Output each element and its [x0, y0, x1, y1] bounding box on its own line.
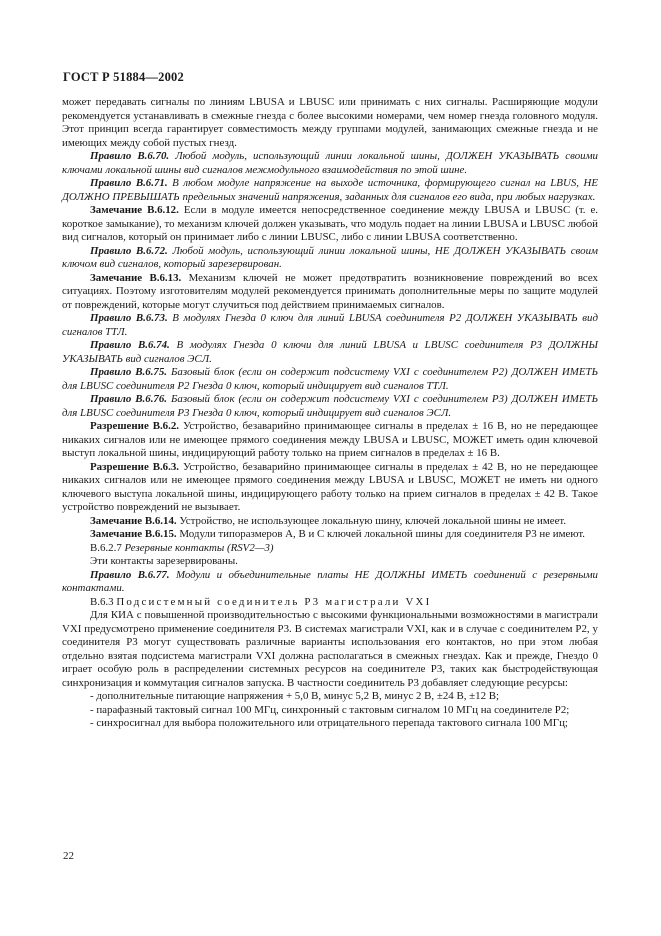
permission-b-6-2: [62, 420, 598, 461]
list-item: - дополнительные питающие напряжения + 5,0 В, минус 5,2 В, минус 2 В, ±24 В, ±12 В;: [90, 690, 500, 702]
rule-text: В любом модуле напряжение на выходе источника, формирующего сигнал на LBUS, НЕ ДОЛЖНО ПРЕВЫШАТЬ предельных значений напряжения, заданных для сигналов его вида, при любых нагрузках.: [62, 177, 598, 203]
rule-b-6-73: [62, 312, 598, 339]
rule-b-6-70: [62, 150, 598, 177]
rule-text: В модулях Гнезда 0 ключи для линий LBUSA и LBUSC соединителя Р3 ДОЛЖНЫ УКАЗЫВАТЬ вид сигналов ЭСЛ.: [62, 339, 598, 365]
section-b-6-2-7-heading: [62, 542, 598, 556]
note-text: Если в модуле имеется непосредственное соединение между LBUSA и LBUSC (т. е. короткое замыкание), то механизм ключей должен указывать, что модуль подает на линии LBUSA и LBUSC любой вид сигналов, который он принимает либо с линии LBUSC, либо с линии LBUSA соответственно.: [62, 204, 598, 243]
note-label: Замечание В.6.14.: [90, 514, 177, 527]
list-item: - парафазный тактовый сигнал 100 МГц, синхронный с тактовым сигналом 10 МГц на соединителе Р2;: [90, 703, 570, 716]
permission-label: Разрешение В.6.3.: [90, 460, 180, 473]
section-number: В.6.3: [90, 595, 114, 608]
document-header: ГОСТ Р 51884—2002: [63, 70, 184, 84]
section-title: Резервные контакты (RSV2—3): [124, 541, 274, 554]
section-number: В.6.2.7: [90, 541, 122, 554]
permission-b-6-3: [62, 461, 598, 515]
permission-label: Разрешение В.6.2.: [90, 420, 180, 432]
rule-b-6-76: [62, 393, 598, 420]
rule-label: Правило В.6.73.: [90, 312, 168, 324]
note-b-6-12: [62, 204, 598, 245]
page-number: 22: [63, 850, 74, 862]
rule-label: Правило В.6.70.: [90, 150, 170, 162]
rule-label: Правило В.6.72.: [90, 244, 168, 257]
rule-b-6-77: [62, 569, 598, 596]
rule-b-6-75: [62, 366, 598, 393]
page-content: [62, 96, 598, 731]
note-b-6-13: [62, 272, 598, 313]
note-b-6-14: [62, 515, 598, 529]
rule-text: Любой модуль, использующий линии локальной шины, НЕ ДОЛЖЕН УКАЗЫВАТЬ своим ключом вид сигналов, который зарезервирован.: [62, 244, 598, 270]
rule-text: Модули и объединительные платы НЕ ДОЛЖНЫ ИМЕТЬ соединений с резервными контактами.: [62, 568, 599, 594]
rule-b-6-74: [62, 339, 598, 366]
rule-label: Правило В.6.74.: [90, 339, 170, 351]
note-text: Механизм ключей не может предотвратить возникновение повреждений во всех ситуациях. Поэтому изготовителям модулей рекомендуется принимать дополнительные меры по защите модулей от повреждений, которые могут случиться под действием принимаемых сигналов.: [62, 271, 598, 311]
permission-text: Устройство, безаварийно принимающее сигналы в пределах ± 16 В, но не передающее никаких сигналов или не имеющее прямого соединения между LBUSA и LBUSC, МОЖЕТ иметь один ключевой выступ локальной шины, индицирующий работу только на прием сигналов в пределах ± 16 В.: [62, 420, 598, 459]
rule-label: Правило В.6.75.: [90, 366, 168, 378]
rule-text: Базовый блок (если он содержит подсистему VXI с соединителем Р2) ДОЛЖЕН ИМЕТЬ для LBUSC соединителя Р2 Гнезда 0 ключ, который индицирует вид сигналов ТТЛ.: [62, 366, 599, 392]
rule-label: Правило В.6.77.: [90, 568, 170, 581]
paragraph-p3-intro: Для КИА с повышенной производительностью с высокими функциональными возможностями в магистрали VXI предусмотрено применение соединителя Р3. В системах магистрали VXI, как и в случае с соединителем Р2, у соединителя Р3 могут существовать различные варианты использования его контактов, но при этом любая отдельно взятая подсистема магистрали VXI должна располагаться в смежных гнездах. Как и прежде, Гнездо 0 играет особую роль в распределении системных ресурсов на соединителе Р3, таких как быстродействующая синхронизация и коммутация сигналов запуска. В частности соединитель Р3 добавляет следующие ресурсы:: [62, 609, 598, 689]
note-label: Замечание В.6.12.: [90, 204, 179, 216]
note-b-6-15: [62, 528, 598, 542]
rule-label: Правило В.6.76.: [90, 393, 168, 405]
rule-b-6-71: [62, 177, 598, 204]
section-b-6-3-heading: [62, 596, 598, 610]
section-title: Подсистемный соединитель Р3 магистрали VXI: [116, 595, 432, 608]
note-text: Устройство, не использующее локальную шину, ключей локальной шины не имеет.: [179, 514, 567, 527]
note-text: Модули типоразмеров А, В и С ключей локальной шины для соединителя Р3 не имеют.: [179, 528, 585, 540]
rule-b-6-72: [62, 245, 598, 272]
rule-label: Правило В.6.71.: [90, 177, 168, 189]
note-label: Замечание В.6.13.: [90, 271, 182, 284]
list-item: - синхросигнал для выбора положительного или отрицательного перепада тактового сигнала 100 МГц;: [90, 717, 568, 729]
section-b-6-2-7-text: Эти контакты зарезервированы.: [90, 555, 238, 567]
note-label: Замечание В.6.15.: [90, 528, 177, 540]
rule-text: В модулях Гнезда 0 ключ для линий LBUSA соединителя Р2 ДОЛЖЕН УКАЗЫВАТЬ вид сигналов ТТЛ.: [62, 312, 598, 338]
paragraph-lbus-intro: может передавать сигналы по линиям LBUSA и LBUSC или принимать с них сигналы. Расширяющие модули рекомендуется устанавливать в смежные гнезда с более высокими номерами, чем номер гнезда головного модуля. Этот принцип всегда гарантирует совместимость между группами модулей, занимающих смежные гнезда и не имеющих между собой пустых гнезд.: [62, 96, 598, 149]
rule-text: Любой модуль, использующий линии локальной шины, ДОЛЖЕН УКАЗЫВАТЬ своими ключами локальной шины вид сигналов межмодульного взаимодействия по этой шине.: [62, 150, 598, 176]
rule-text: Базовый блок (если он содержит подсистему VXI с соединителем Р3) ДОЛЖЕН ИМЕТЬ для LBUSC соединителя Р3 Гнезда 0 ключ, который индицирует вид сигналов ЭСЛ.: [62, 393, 599, 419]
permission-text: Устройство, безаварийно принимающее сигналы в пределах ± 42 В, но не передающее никаких сигналов или не имеющее прямого соединения между LBUSA и LBUSC, МОЖЕТ не иметь ни одного ключевого выступа локальной шины, индицирующего работу только на прием сигналов в пределах ± 42 В. Такое устройство повреждений не вызывает.: [62, 460, 598, 513]
